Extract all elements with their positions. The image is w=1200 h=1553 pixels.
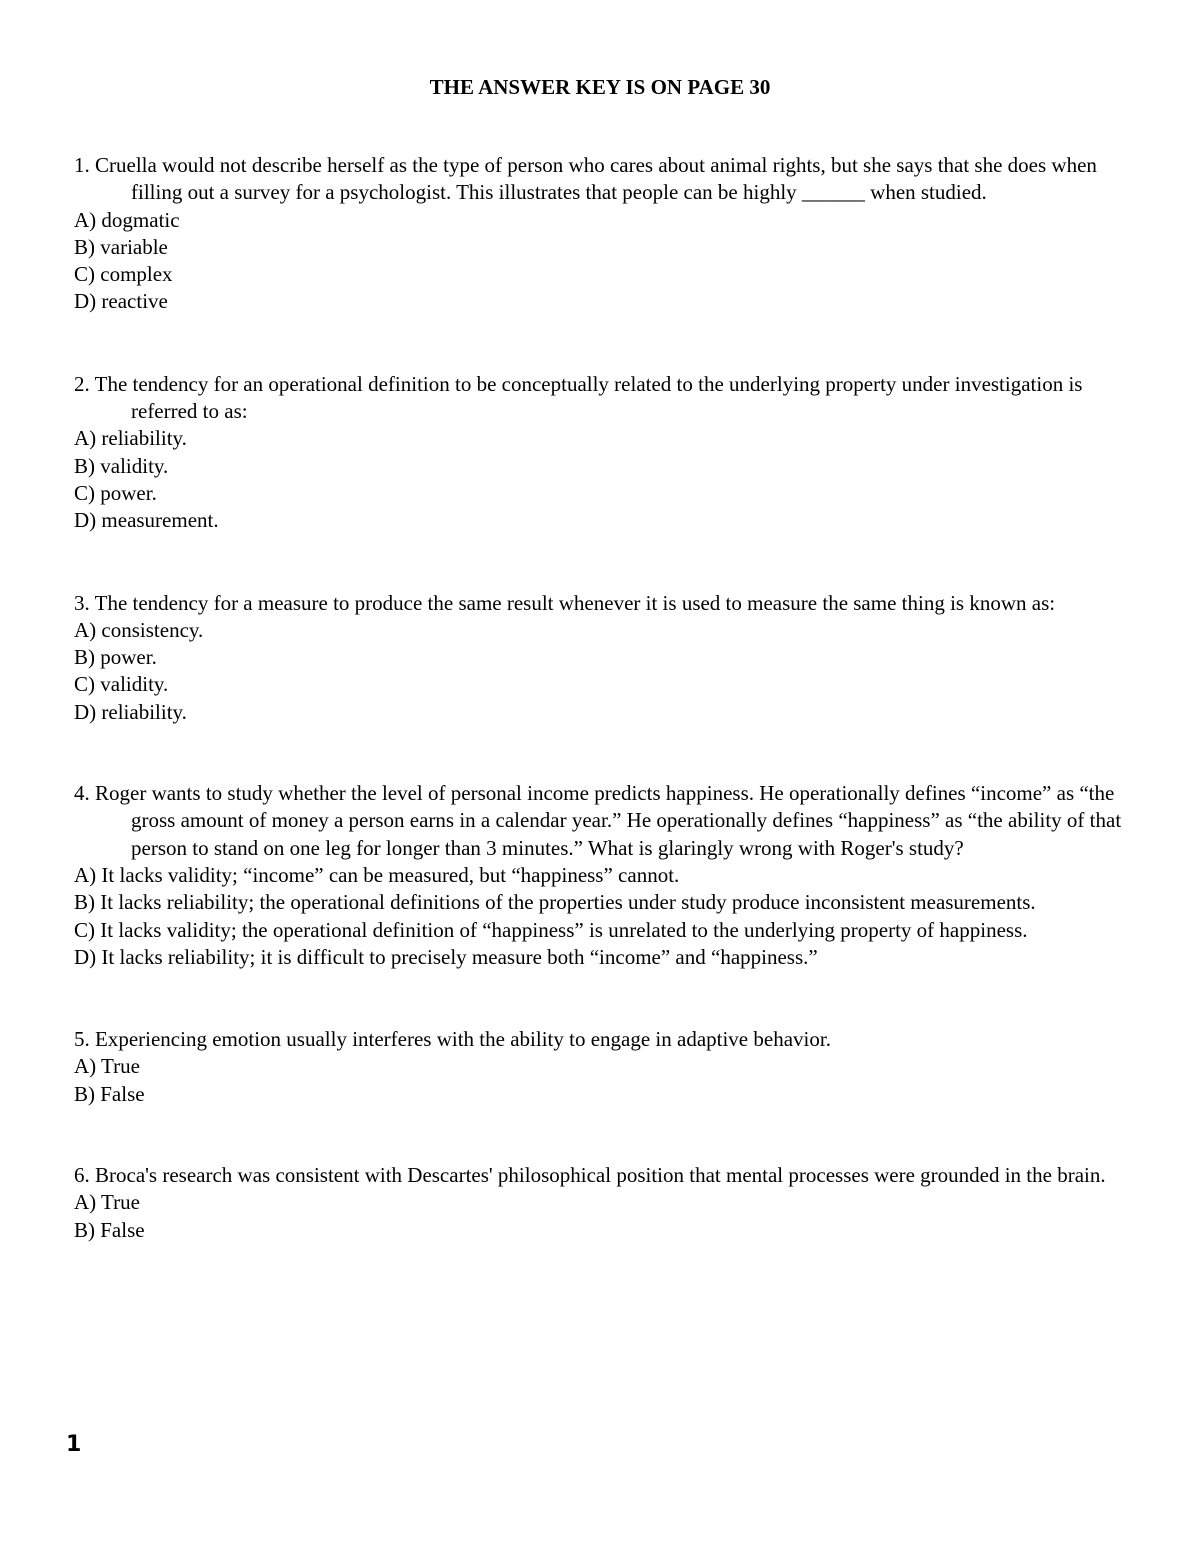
- question-6: [74, 1162, 1134, 1244]
- question-2: [74, 371, 1134, 535]
- answer-options: [74, 1189, 1134, 1244]
- answer-option: C) validity.: [74, 672, 169, 697]
- page-number: 1: [66, 1432, 82, 1457]
- answer-option: B) validity.: [74, 453, 169, 478]
- question-text: Cruella would not describe herself as the type of person who cares about animal rights, but she says that she does when filling out a survey for a psychologist. This illustrates that people can be highly ______ when studied.: [95, 153, 1097, 205]
- page-title: THE ANSWER KEY IS ON PAGE 30: [429, 75, 771, 99]
- question-number: 2.: [74, 371, 90, 396]
- question-4: [74, 780, 1134, 971]
- answer-option: D) measurement.: [74, 508, 219, 533]
- question-number: 1.: [74, 153, 90, 177]
- question-spacer: [74, 726, 1134, 780]
- answer-option: C) power.: [74, 480, 157, 505]
- question-number: 5.: [74, 1027, 90, 1052]
- question-text: Roger wants to study whether the level of personal income predicts happiness. He operationally defines “income” as “the gross amount of money a person earns in a calendar year.” He operationally defines “happiness” as “the ability of that person to stand on one leg for longer than 3 minutes.” What is glaringly wrong with Roger's study?: [95, 781, 1122, 860]
- question-spacer: [74, 1108, 1134, 1162]
- question-number: 3.: [74, 590, 90, 615]
- question-1: [74, 152, 1134, 316]
- answer-option: D) reactive: [74, 289, 168, 314]
- question-spacer: [74, 535, 1134, 590]
- question-text: Broca's research was consistent with Descartes' philosophical position that mental processes were grounded in the brain.: [95, 1163, 1106, 1188]
- question-text: The tendency for a measure to produce the same result whenever it is used to measure the same thing is known as:: [94, 590, 1056, 615]
- question-stem: [74, 590, 1134, 617]
- answer-options: [74, 207, 1134, 316]
- answer-option: B) It lacks reliability; the operational definitions of the properties under study produce inconsistent measurements.: [74, 890, 1036, 915]
- answer-option: B) power.: [74, 645, 157, 670]
- question-list: [74, 152, 1134, 1244]
- question-spacer: [74, 316, 1134, 371]
- question-number: 6.: [74, 1163, 90, 1188]
- answer-option: B) variable: [74, 234, 168, 259]
- answer-options: [74, 862, 1134, 971]
- question-stem: [74, 1162, 1134, 1189]
- answer-option: B) False: [74, 1081, 145, 1106]
- answer-options: [74, 617, 1134, 726]
- answer-option: A) True: [74, 1190, 140, 1215]
- answer-option: A) dogmatic: [74, 207, 180, 232]
- question-stem: [74, 152, 1134, 207]
- answer-option: C) complex: [74, 262, 173, 287]
- answer-option: A) reliability.: [74, 426, 187, 451]
- question-stem: [74, 371, 1134, 426]
- question-stem: [74, 780, 1134, 862]
- answer-option: A) True: [74, 1054, 140, 1079]
- question-number: 4.: [74, 781, 90, 806]
- question-text: The tendency for an operational definition to be conceptually related to the underlying property under investigation is referred to as:: [94, 371, 1083, 424]
- answer-options: [74, 425, 1134, 534]
- question-spacer: [74, 971, 1134, 1026]
- answer-option: A) It lacks validity; “income” can be measured, but “happiness” cannot.: [74, 862, 680, 887]
- answer-option: D) It lacks reliability; it is difficult to precisely measure both “income” and “happiness.”: [74, 944, 818, 969]
- answer-option: A) consistency.: [74, 617, 204, 642]
- answer-option: B) False: [74, 1217, 145, 1242]
- question-text: Experiencing emotion usually interferes with the ability to engage in adaptive behavior.: [95, 1027, 831, 1052]
- answer-option: D) reliability.: [74, 699, 187, 724]
- question-stem: [74, 1026, 1134, 1053]
- answer-options: [74, 1053, 1134, 1108]
- question-3: [74, 590, 1134, 726]
- question-5: [74, 1026, 1134, 1108]
- answer-option: C) It lacks validity; the operational definition of “happiness” is unrelated to the underlying property of happiness.: [74, 917, 1028, 942]
